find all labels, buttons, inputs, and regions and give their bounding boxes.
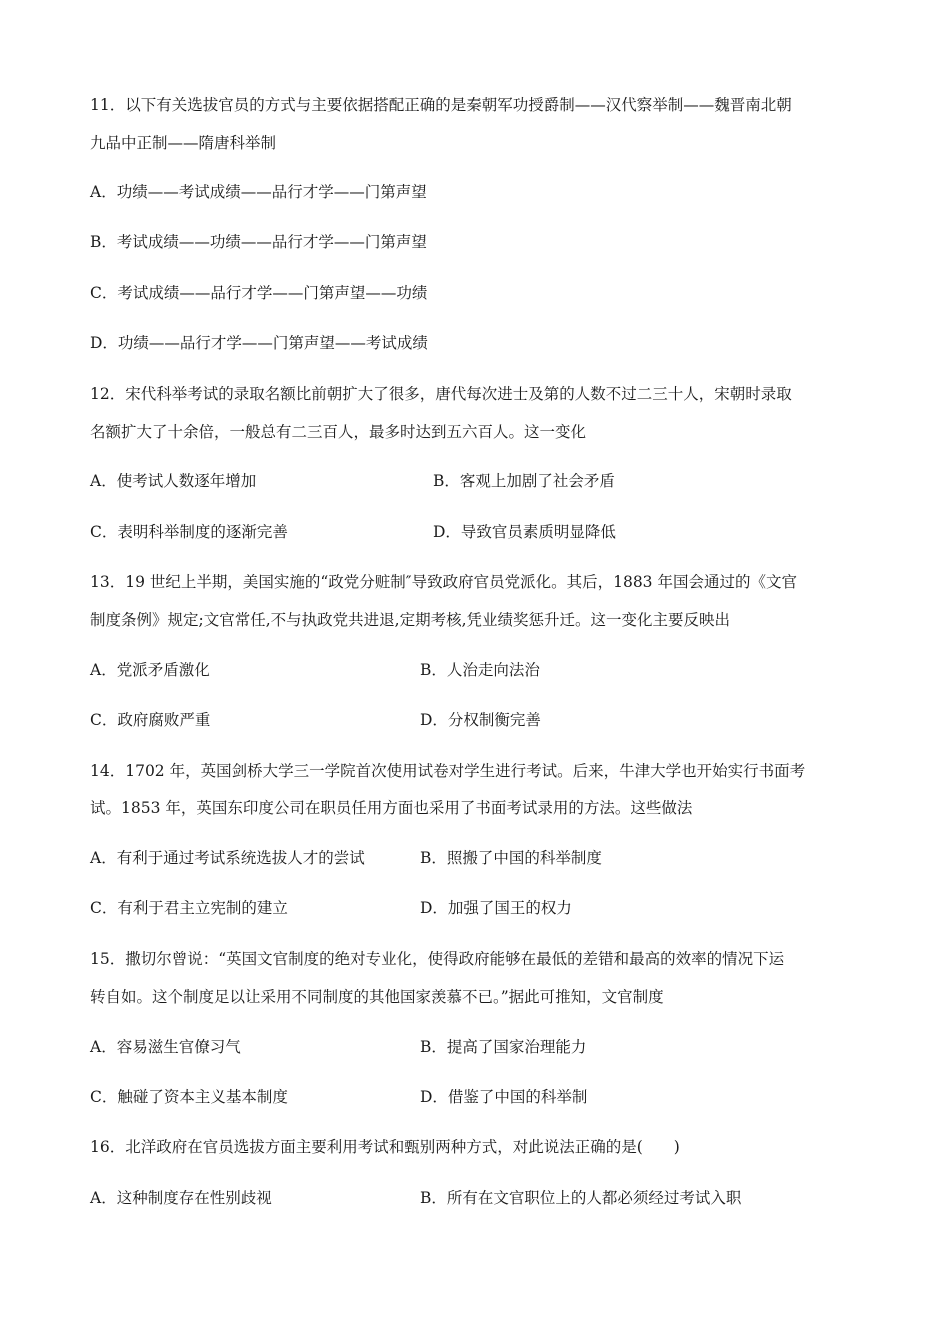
option-c: C．政府腐败严重 [90, 711, 211, 729]
question-stem-line: 名额扩大了十余倍，一般总有二三百人，最多时达到五六百人。这一变化 [90, 423, 587, 441]
option-d: D．功绩——品行才学——门第声望——考试成绩 [90, 334, 428, 352]
option-a: A．功绩——考试成绩——品行才学——门第声望 [90, 183, 427, 201]
option-d: D．导致官员素质明显降低 [433, 523, 616, 541]
question-stem-line: 制度条例》规定;文官常任,不与执政党共进退,定期考核,凭业绩奖惩升迁。这一变化主要反映出 [90, 611, 731, 629]
option-a: A．有利于通过考试系统选拔人才的尝试 [90, 849, 365, 867]
option-a: A．容易滋生官僚习气 [90, 1038, 241, 1056]
option-a: A．这种制度存在性别歧视 [90, 1189, 272, 1207]
option-b: B．照搬了中国的科举制度 [420, 849, 602, 867]
option-c: C．有利于君主立宪制的建立 [90, 899, 288, 917]
question-stem-line: 转自如。这个制度足以让采用不同制度的其他国家羡慕不已。”据此可推知，文官制度 [90, 988, 664, 1006]
question-stem-line: 12．宋代科举考试的录取名额比前朝扩大了很多，唐代每次进士及第的人数不过二三十人，宋朝时录取 [90, 385, 792, 403]
option-c: C．触碰了资本主义基本制度 [90, 1088, 288, 1106]
question-stem-line: 九品中正制——隋唐科举制 [90, 134, 277, 152]
question-stem-line: 16．北洋政府在官员选拔方面主要利用考试和甄别两种方式，对此说法正确的是( ) [90, 1138, 680, 1156]
option-d: D．分权制衡完善 [420, 711, 541, 729]
option-d: D．加强了国王的权力 [420, 899, 572, 917]
question-stem-line: 14．1702 年，英国剑桥大学三一学院首次使用试卷对学生进行考试。后来，牛津大学也开始实行书面考 [90, 762, 806, 780]
option-b: B．提高了国家治理能力 [420, 1038, 587, 1056]
option-b: B．所有在文官职位上的人都必须经过考试入职 [420, 1189, 742, 1207]
question-stem-line: 试。1853 年，英国东印度公司在职员任用方面也采用了书面考试录用的方法。这些做法 [90, 799, 693, 817]
option-c: C．表明科举制度的逐渐完善 [90, 523, 288, 541]
option-b: B．考试成绩——功绩——品行才学——门第声望 [90, 233, 427, 251]
option-a: A．使考试人数逐年增加 [90, 472, 257, 490]
option-c: C．考试成绩——品行才学——门第声望——功绩 [90, 284, 428, 302]
question-stem-line: 15．撒切尔曾说：“英国文官制度的绝对专业化，使得政府能够在最低的差错和最高的效率的情况下运 [90, 950, 785, 968]
question-stem-line: 13．19 世纪上半期，美国实施的“政党分赃制″导致政府官员党派化。其后，1883 年国会通过的《文官 [90, 573, 797, 591]
option-d: D．借鉴了中国的科举制 [420, 1088, 588, 1106]
question-stem-line: 11．以下有关选拔官员的方式与主要依据搭配正确的是秦朝军功授爵制——汉代察举制——魏晋南北朝 [90, 96, 792, 114]
option-b: B．人治走向法治 [420, 661, 540, 679]
option-b: B．客观上加剧了社会矛盾 [433, 472, 615, 490]
option-a: A．党派矛盾激化 [90, 661, 210, 679]
